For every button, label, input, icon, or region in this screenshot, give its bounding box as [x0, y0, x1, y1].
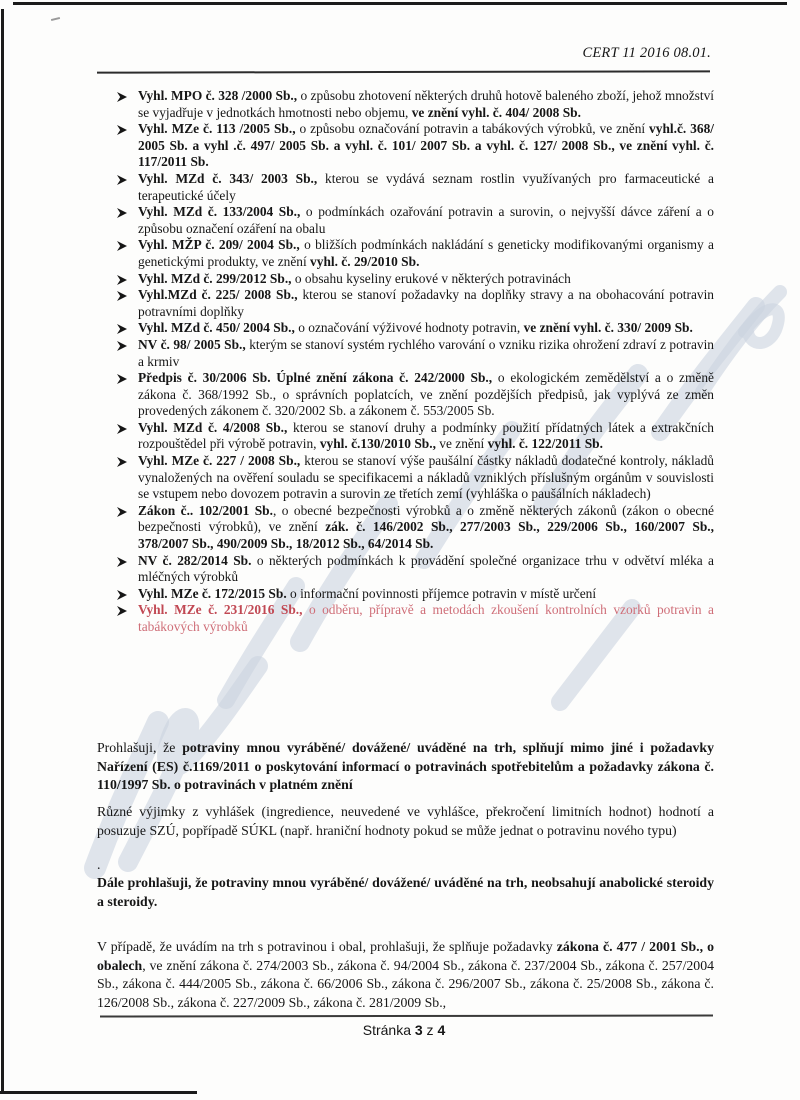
arrow-bullet-icon [116, 556, 128, 568]
arrow-bullet-icon [116, 207, 128, 219]
declaration-paragraph-steroids: Dále prohlašuji, že potraviny mnou vyráběné/ dovážené/ uváděné na trh, neobsahují anabolické steroidy a steroidy. [97, 875, 714, 909]
arrow-bullet-icon [116, 274, 128, 286]
list-item-text: Vyhl. MZe č. 227 / 2008 Sb., kterou se stanoví výše paušální částky nákladů dodatečné kontroly, nákladů vynaložených na ověření souladu se specifikacemi a nákladů vzniklých příslušným orgánům v souvislosti se vstupem nebo dovozem potravin a surovin ze třetích zemí (vyhláška o paušálních nákladech) [138, 453, 715, 502]
list-item-text: Zákon č.. 102/2001 Sb., o obecné bezpečnosti výrobků a o změně některých zákonů (zákon o obecné bezpečnosti výrobků), ve znění zák. č. 146/2002 Sb., 277/2003 Sb., 229/2006 Sb., 160/2007 Sb., 378/2007 Sb., 490/2009 Sb., 18/2012 Sb., 64/2014 Sb. [138, 502, 714, 552]
list-item-text: Vyhl. MZe č. 172/2015 Sb. o informační povinnosti příjemce potravin v místě určení [138, 585, 597, 601]
list-item [97, 237, 714, 270]
list-item [97, 602, 714, 635]
page-number: Stránka 3 z 4 [362, 1022, 446, 1038]
list-item-text: Vyhl.MZd č. 225/ 2008 Sb., kterou se stanoví požadavky na doplňky stravy a na obohacování potravin potravními doplňky [138, 287, 714, 319]
stray-period: . [97, 857, 101, 872]
arrow-bullet-icon [116, 340, 128, 352]
arrow-bullet-icon [116, 589, 128, 601]
list-item-text: NV č. 282/2014 Sb. o některých podmínkách k provádění společné organizace trhu v odvětví mléka a mléčných výrobků [138, 552, 714, 585]
list-item [97, 320, 714, 337]
list-item-text: Vyhl. MPO č. 328 /2000 Sb., o způsobu zhotovení některých druhů hotově baleného zboží, jehož množství se vyjadřuje v jednotkách hmotnosti nebo objemu, ve znění vyhl. č. 404/ 2008 Sb. [138, 88, 714, 120]
declaration-paragraph-food-info: Prohlašuji, že potraviny mnou vyráběné/ dovážené/ uváděné na trh, splňují mimo jiné i požadavky Nařízení (ES) č.1169/2011 o poskytování informací o potravinách spotřebitelům a požadavky zákona č. 110/1997 Sb. o potravinách v platném znění [97, 740, 714, 793]
arrow-bullet-icon [116, 174, 128, 186]
list-item [97, 553, 714, 586]
list-item [97, 337, 714, 370]
arrow-bullet-icon [116, 373, 128, 385]
list-item-text: Předpis č. 30/2006 Sb. Úplné znění zákona č. 242/2000 Sb., o ekologickém zemědělství a o změně zákona č. 368/1992 Sb., o správních poplatcích, ve znění pozdějších předpisů, jak vyplývá ze změn provedených zákonem č. 320/2002 Sb. a zákonem č. 553/2005 Sb. [138, 370, 714, 419]
list-item [97, 503, 714, 553]
arrow-bullet-icon [116, 456, 128, 468]
list-item-text: Vyhl. MZd č. 4/2008 Sb., kterou se stanoví druhy a podmínky použití přídatných látek a extrakčních rozpouštědel při výrobě potravin, vyhl. č.130/2010 Sb., ve znění vyhl. č. 122/2011 Sb. [138, 419, 714, 452]
list-item [97, 287, 714, 320]
paragraph-exceptions: Různé výjimky z vyhlášek (ingredience, neuvedené ve vyhlášce, překročení limitních hodnot) hodnotí a posuzuje SZÚ, popřípadě SÚKL (např. hraniční hodnoty pokud se může jednat o potravinu nového typu) [97, 804, 714, 838]
arrow-bullet-icon [116, 423, 128, 435]
arrow-bullet-icon [116, 605, 128, 617]
legal-list [97, 88, 714, 636]
list-item-text: Vyhl. MZd č. 343/ 2003 Sb., kterou se vydává seznam rostlin využívaných pro farmaceutické a terapeutické účely [138, 170, 714, 203]
list-item-text: Vyhl. MZd č. 299/2012 Sb., o obsahu kyseliny erukové v některých potravinách [138, 270, 571, 286]
list-item-text: NV č. 98/ 2005 Sb., kterým se stanoví systém rychlého varování o vzniku rizika ohrožení zdraví z potravin a krmiv [138, 336, 714, 369]
list-item [97, 121, 714, 171]
list-item [97, 204, 714, 237]
list-item-text: Vyhl. MZe č. 231/2016 Sb., o odběru, přípravě a metodách zkoušení kontrolních vzorků potravin a tabákových výrobků [138, 602, 714, 634]
list-item-text: Vyhl. MZe č. 113 /2005 Sb., o způsobu označování potravin a tabákových výrobků, ve znění vyhl.č. 368/ 2005 Sb. a vyhl .č. 497/ 2005 Sb. a vyhl. č. 101/ 2007 Sb. a vyhl. č. 127/ 2008 Sb., ve znění vyhl. č. 117/2011 Sb. [138, 121, 714, 170]
list-item [97, 271, 714, 288]
arrow-bullet-icon [116, 506, 128, 518]
scan-edge-left [1, 9, 4, 1094]
list-item [97, 420, 714, 453]
list-item-text: Vyhl. MZd č. 133/2004 Sb., o podmínkách ozařování potravin a surovin, o nejvyšší dávce záření a o způsobu označení ozáření na obalu [138, 204, 714, 236]
list-item-text: Vyhl. MŽP č. 209/ 2004 Sb., o bližších podmínkách nakládání s geneticky modifikovanými organismy a genetickými produkty, ve znění vyhl. č. 29/2010 Sb. [138, 237, 714, 269]
scan-edge-bottom [0, 1091, 197, 1094]
list-item [97, 453, 714, 503]
declaration-paragraph-packaging: V případě, že uvádím na trh s potravinou i obal, prohlašuji, že splňuje požadavky zákona č. 477 / 2001 Sb., o obalech, ve znění zákona č. 274/2003 Sb., zákona č. 94/2004 Sb., zákona č. 237/2004 Sb., zákona č. 257/2004 Sb., zákona č. 444/2005 Sb., zákona č. 66/2006 Sb., zákona č. 296/2007 Sb., zákona č. 25/2008 Sb., zákona č. 126/2008 Sb., zákona č. 227/2009 Sb., zákona č. 281/2009 Sb., [97, 939, 714, 1011]
arrow-bullet-icon [116, 124, 128, 136]
list-item [97, 586, 714, 603]
list-item-text: Vyhl. MZd č. 450/ 2004 Sb., o označování výživové hodnoty potravin, ve znění vyhl. č. 330/ 2009 Sb. [138, 320, 693, 336]
list-item [97, 370, 714, 420]
arrow-bullet-icon [116, 91, 128, 103]
arrow-bullet-icon [116, 240, 128, 252]
arrow-bullet-icon [116, 290, 128, 302]
scan-edge-top [13, 2, 787, 5]
list-item [97, 171, 714, 204]
document-code: CERT 11 2016 08.01. [582, 45, 711, 61]
legal-references-section [97, 88, 714, 636]
list-item [97, 88, 714, 121]
arrow-bullet-icon [116, 323, 128, 335]
